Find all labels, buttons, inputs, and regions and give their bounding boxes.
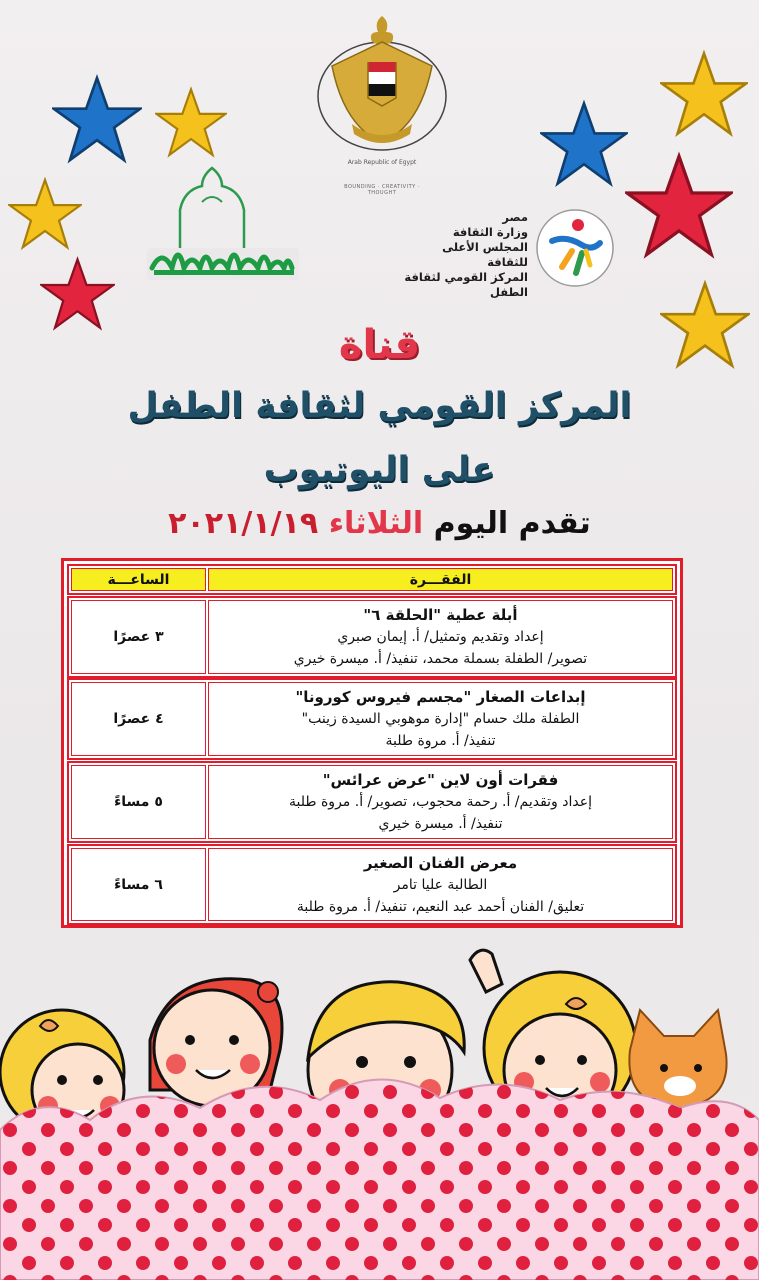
- kids-illustration: [0, 930, 759, 1280]
- schedule-table: [61, 558, 683, 928]
- svg-text:Arab Republic of Egypt: Arab Republic of Egypt: [347, 159, 417, 166]
- presents-today-label: تقدم اليوم: [433, 506, 591, 541]
- day-label: الثلاثاء: [328, 506, 424, 541]
- program-title: أبلة عطية "الحلقة ٦": [363, 606, 518, 624]
- center-logo-text: [400, 210, 528, 300]
- program-line: تنفيذ/ أ. مروة طلبة: [385, 733, 496, 749]
- program-cell: [208, 765, 673, 839]
- table-row: [67, 761, 677, 843]
- date-line: [0, 504, 759, 544]
- platform-title: على اليوتيوب: [263, 450, 496, 490]
- child-culture-center-logo: [534, 207, 616, 289]
- program-title: فقرات أون لاين "عرض عرائس": [322, 771, 559, 789]
- program-line: تنفيذ/ أ. ميسرة خيري: [378, 816, 503, 832]
- header-time-label: الساعـــة: [107, 572, 170, 588]
- center-text-line: المركز القومي لثقافة الطفل: [404, 270, 528, 299]
- table-row: [67, 596, 677, 678]
- time-value: ٣ عصرًا: [113, 629, 164, 645]
- time-cell: [71, 765, 206, 839]
- ministry-eagle-logo: [312, 6, 452, 201]
- program-line: تعليق/ الفنان أحمد عبد النعيم، تنفيذ/ أ. مروة طلبة: [296, 899, 585, 915]
- yellow-star-icon: [8, 175, 82, 253]
- time-cell: [71, 600, 206, 674]
- center-text-line: وزارة الثقافة: [452, 225, 528, 239]
- time-cell: [71, 848, 206, 921]
- yellow-star-icon: [660, 48, 748, 140]
- time-value: ٤ عصرًا: [113, 711, 164, 727]
- program-title: معرض الفنان الصغير: [363, 854, 518, 872]
- center-text-line: مصر: [502, 210, 528, 224]
- date-label: ٢٠٢١/١/١٩: [168, 506, 319, 541]
- program-line: الطالبة عليا تامر: [393, 877, 488, 893]
- eagle-caption: BOUNDING · CREATIVITY · THOUGHT: [344, 184, 420, 196]
- table-header-row: [67, 564, 677, 595]
- time-value: ٥ مساءً: [114, 794, 163, 810]
- center-text-line: المجلس الأعلى للثقافة: [442, 240, 528, 269]
- time-cell: [71, 682, 206, 756]
- table-row: [67, 678, 677, 760]
- center-name-title: المركز القومي لثقافة الطفل: [127, 386, 632, 426]
- channel-title: قناة: [338, 322, 421, 368]
- cat-figure: [629, 1010, 726, 1108]
- time-value: ٦ مساءً: [114, 876, 163, 893]
- table-row: [67, 844, 677, 925]
- blue-star-icon: [540, 98, 628, 190]
- program-cell: [208, 682, 673, 756]
- header-program-label: الفقـــرة: [409, 572, 472, 588]
- program-line: تصوير/ الطفلة بسملة محمد، تنفيذ/ أ. ميسرة خيري: [293, 651, 588, 667]
- program-title: إبداعات الصغار "مجسم فيروس كورونا": [295, 688, 586, 706]
- program-cell: [208, 848, 673, 921]
- program-line: الطفلة ملك حسام "إدارة موهوبي السيدة زينب": [301, 711, 580, 727]
- program-line: إعداد وتقديم/ أ. رحمة محجوب، تصوير/ أ. مروة طلبة: [289, 794, 592, 810]
- program-line: إعداد وتقديم وتمثيل/ أ. إيمان صبري: [337, 629, 544, 645]
- red-star-icon: [625, 150, 733, 262]
- supreme-council-logo: [142, 158, 304, 293]
- blue-star-icon: [52, 72, 142, 167]
- header-time-cell: [71, 568, 206, 591]
- yellow-star-icon: [155, 85, 227, 160]
- program-cell: [208, 600, 673, 674]
- header-program-cell: [208, 568, 673, 591]
